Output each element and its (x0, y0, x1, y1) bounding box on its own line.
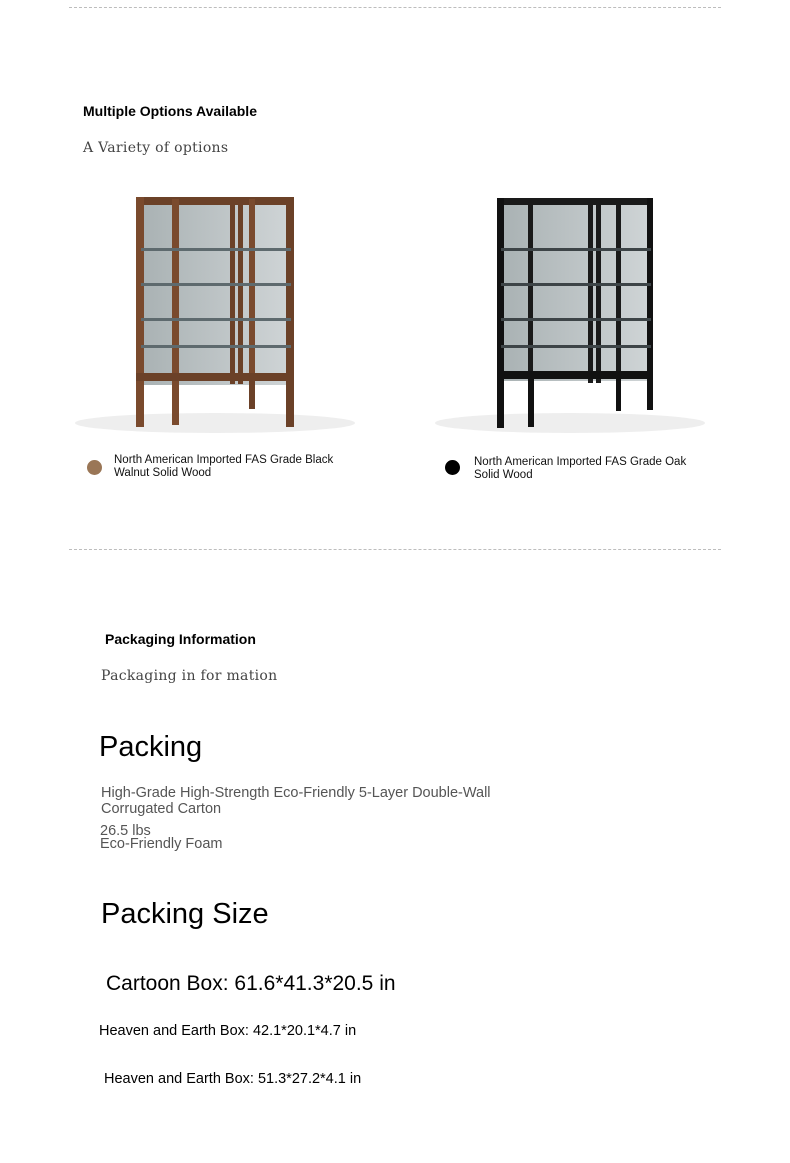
options-subtitle: A Variety of options (83, 140, 229, 156)
packing-heading: Packing (99, 731, 203, 763)
heaven-earth-box-size-1: Heaven and Earth Box: 42.1*20.1*4.7 in (99, 1023, 357, 1039)
packing-foam: Eco-Friendly Foam (100, 836, 223, 852)
packing-material: High-Grade High-Strength Eco-Friendly 5-Layer Double-Wall Corrugated Carton (101, 785, 491, 817)
oak-caption: North American Imported FAS Grade Oak Solid Wood (474, 456, 687, 481)
options-title: Multiple Options Available (83, 103, 257, 119)
packing-weight: 26.5 lbs (100, 823, 151, 839)
walnut-cabinet-image (75, 185, 375, 440)
walnut-color-swatch (87, 460, 102, 475)
black-cabinet-image (430, 185, 730, 440)
black-color-swatch (445, 460, 460, 475)
packaging-title: Packaging Information (105, 631, 256, 647)
top-divider (69, 7, 721, 8)
walnut-caption: North American Imported FAS Grade Black Walnut Solid Wood (114, 454, 334, 479)
heaven-earth-box-size-2: Heaven and Earth Box: 51.3*27.2*4.1 in (104, 1071, 362, 1087)
middle-divider (69, 549, 721, 550)
cartoon-box-size: Cartoon Box: 61.6*41.3*20.5 in (106, 972, 396, 995)
packaging-subtitle: Packaging in for mation (101, 668, 278, 684)
packing-size-heading: Packing Size (101, 898, 269, 930)
